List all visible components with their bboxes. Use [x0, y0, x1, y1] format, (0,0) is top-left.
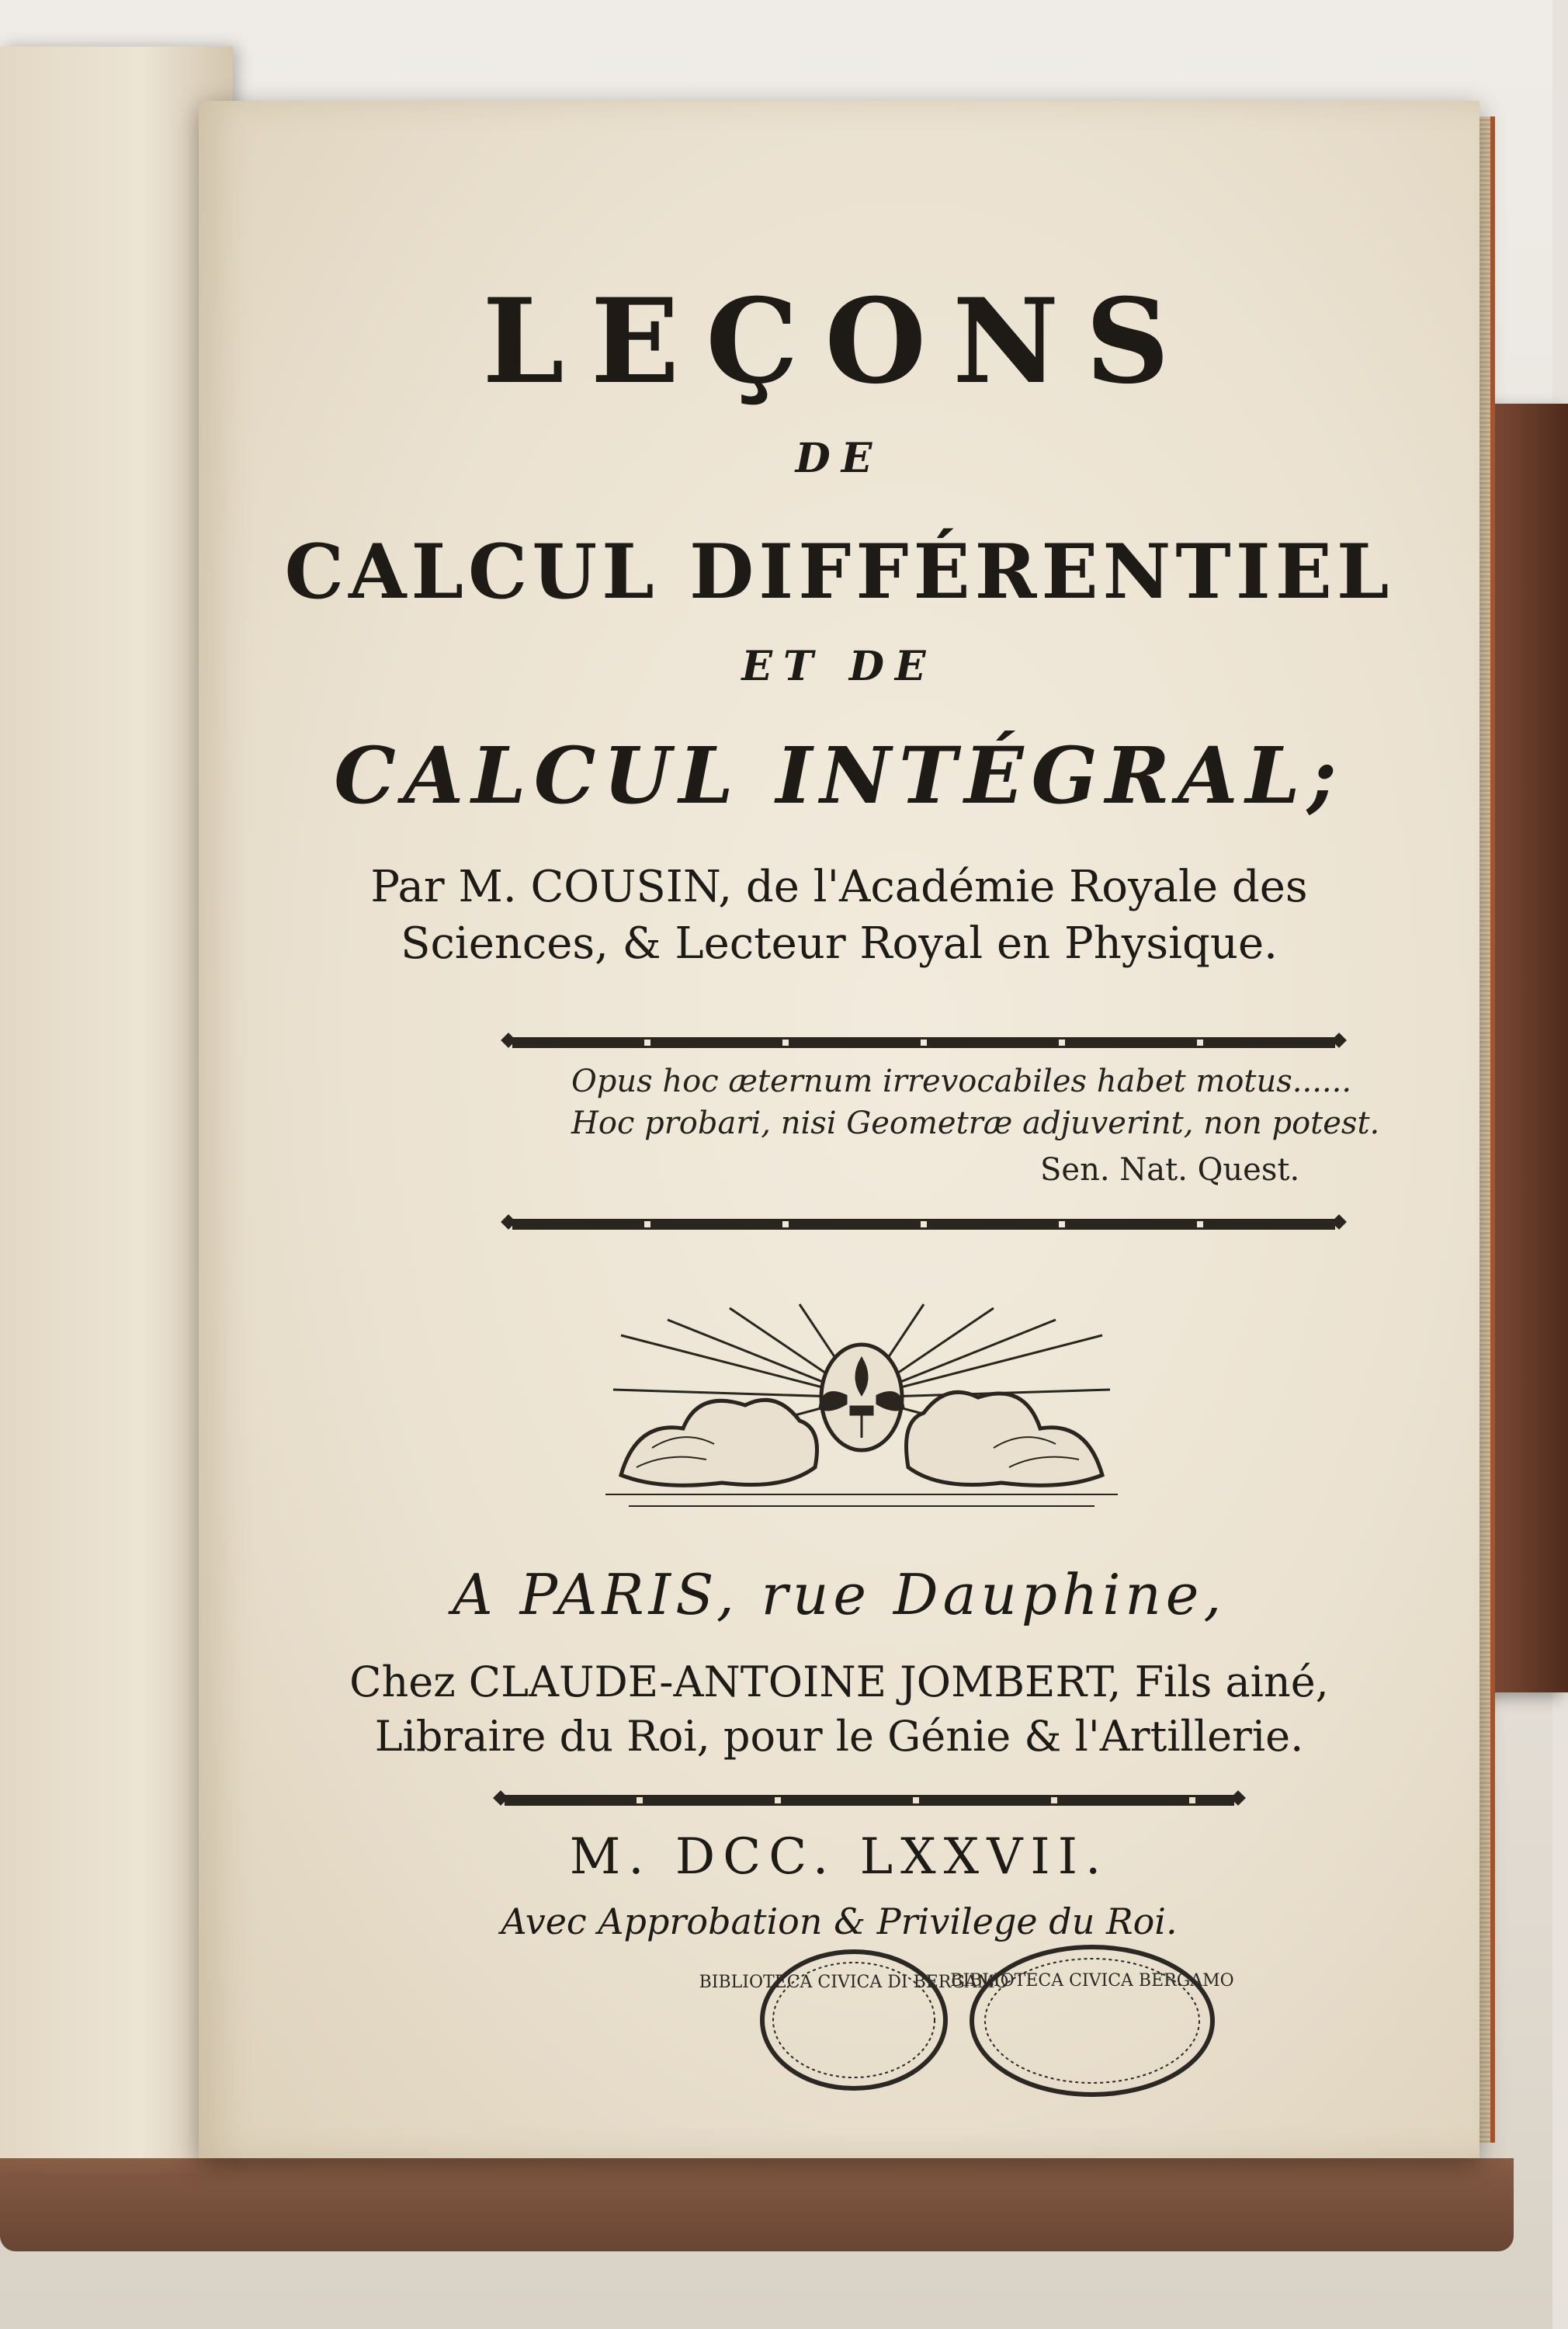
epigraph-line-2: Hoc probari, nisi Geometræ adjuverint, non potest. [571, 1105, 1380, 1141]
author-line-2: Sciences, & Lecteur Royal en Physique. [401, 918, 1278, 969]
stamp-1-text: BIBLIOTECA CIVICA DI BERGAMO [699, 1973, 1009, 1992]
imprint-publisher-2: Libraire du Roi, pour le Génie & l'Artillerie. [374, 1712, 1304, 1761]
library-stamp-2 [950, 1939, 1234, 2102]
left-page [0, 47, 233, 2174]
publication-year: M. DCC. LXXVII. [569, 1828, 1109, 1886]
subtitle-de: DE [795, 435, 883, 482]
imprint-publisher-1: Chez CLAUDE-ANTOINE JOMBERT, Fils ainé, [349, 1657, 1329, 1706]
divider-rule-top [512, 1037, 1335, 1048]
library-stamp-1 [699, 1945, 1009, 2096]
epigraph-source: Sen. Nat. Quest. [1040, 1152, 1300, 1188]
fleur-de-lis-ornament-icon [605, 1304, 1118, 1514]
stamp-2-text: BIBLIOTECA CIVICA BERGAMO [950, 1971, 1234, 1991]
epigraph-line-1: Opus hoc æternum irrevocabiles habet motus...... [571, 1064, 1352, 1099]
subtitle-et-de: ET DE [741, 643, 937, 690]
subtitle-calcul-differentiel: CALCUL DIFFÉRENTIEL [284, 528, 1394, 616]
subtitle-calcul-integral: CALCUL INTÉGRAL; [334, 730, 1344, 821]
divider-rule-middle [512, 1219, 1335, 1230]
author-line-1: Par M. COUSIN, de l'Académie Royale des [370, 862, 1308, 912]
divider-rule-bottom [505, 1795, 1234, 1806]
privilege-line: Avec Approbation & Privilege du Roi. [501, 1900, 1178, 1942]
book-title: LEÇONS [482, 273, 1196, 410]
imprint-place: A PARIS, rue Dauphine, [452, 1562, 1226, 1627]
